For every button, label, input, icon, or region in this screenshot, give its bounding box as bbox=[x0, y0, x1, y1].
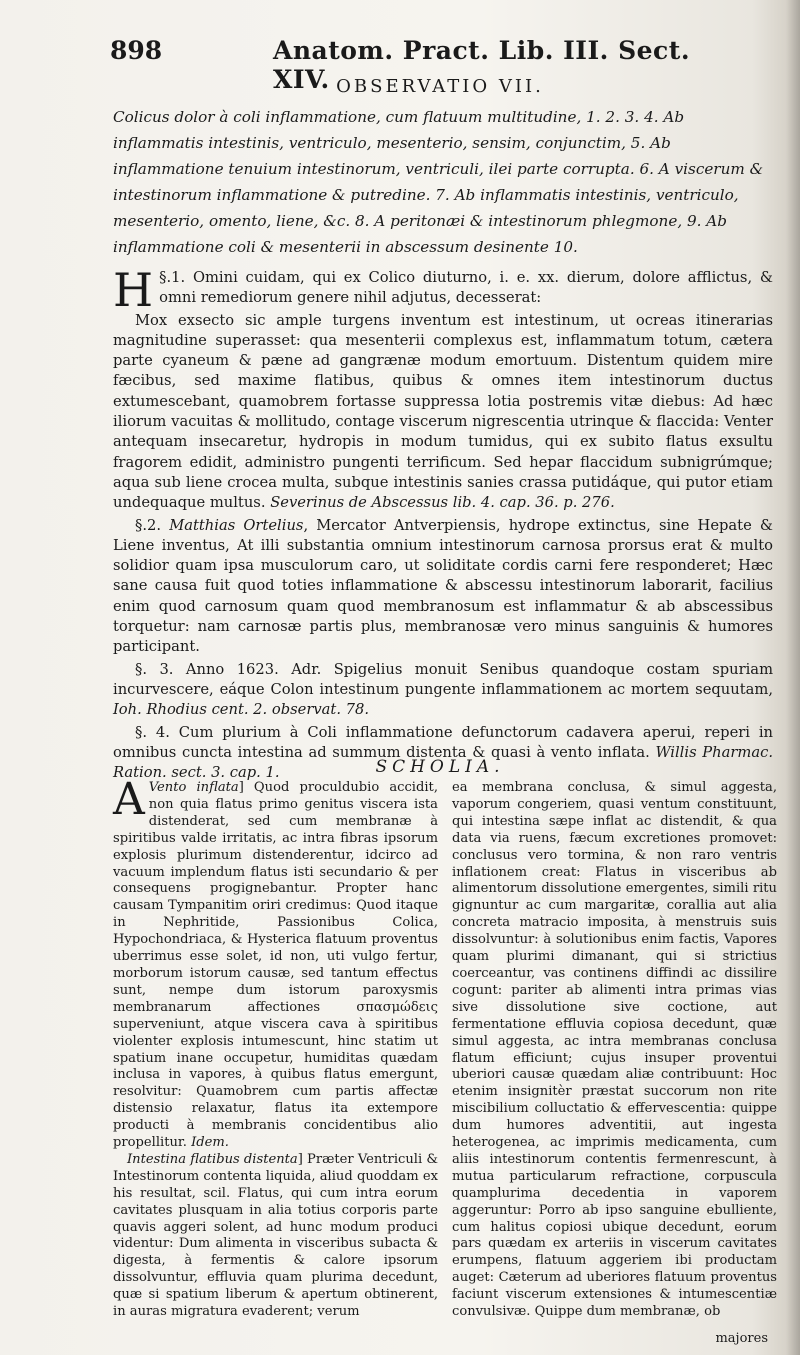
section-4-text: Cum plurium à Coli inflammatione defunctorum cadavera aperui, reperi in omnibus cuncta intestina ad summum distenta & quasi à vento inflata. bbox=[113, 723, 773, 761]
section-1-text: Omini cuidam, qui ex Colico diuturno, i. e. xx. dierum, dolore afflictus, & omni remediorum genere nihil adjutus, decesserat: bbox=[159, 269, 773, 307]
scholia-left-column bbox=[113, 774, 438, 1321]
section-2 bbox=[113, 516, 773, 658]
idem-reference: Idem. bbox=[191, 1135, 229, 1151]
drop-cap-a: A bbox=[113, 774, 145, 825]
section-3 bbox=[113, 660, 773, 721]
lemma-intestina: Intestina flatibus distenta bbox=[127, 1151, 298, 1167]
scholia-right-text: ea membrana conclusa, & simul aggesta, vaporum congeriem, quasi ventum constituunt, qui intestina sæpe inflat ac distendit, & qua data via ruens, fæcum excretiones promovet: conclusus vero tormina, & non raro ventris inflationem creat: Flatus in visceribus ab alimentorum dissolutione emergentes, simili ritu gignuntur ac cum margaritæ, corallia aut alia concreta matracio imposita, à menstruis suis dissolvuntur: à solutionibus enim factis, Vapores quam plurimi dimanant, qui si strictius coerceantur, vas continens diffindi ac dissilire cogunt: pariter ab alimenti intra primas vias sive dissolutione sive coctione, aut fermentatione effluvia copiosa decedunt, quæ simul aggesta, ac intra membranas conclusa flatum efficiunt; cujus insuper proventui uberiori causæ quædam aliæ contribuunt: Hoc etenim insignitèr præstat succorum non rite miscibilium colluctatio & effervescentia: quippe dum humores adventitii, aut ingesta heterogenea, ac imprimis medicamenta, cum aliis intestinorum contentis fermenrescunt, à mutua particularum refractione, corpuscula quamplurima decedentia in vaporem aggeruntur: Porro ab ipso sanguine ebulliente, cum halitus copiosi ubique decedunt, eorum pars quædam ex arteriis in viscerum cavitates erumpens, flatuum aggeriem ibi productam auget: Cæterum ad uberiores flatuum proventus faciunt viscerum extensiones & intumescentiæ convulsivæ. Quippe dum membranæ, ob bbox=[452, 780, 777, 1320]
section-1-body: Mox exsecto sic ample turgens inventum est intestinum, ut ocreas itinerarias magnitudine superasset: qua mesenterii complexus est, inflammatum totum, cætera parte cyaneum & pæne ad gangrænæ modum emortuum. Distentum quidem mire fæcibus, sed maxime flatibus, quibus & omnes item intestinorum ductus extumescebant, quamobrem fortasse suppressa lotia postremis vitæ diebus: Ad hæc iliorum vacuitas & mollitudo, contage viscerum nigrescentia utrinque & flaccida: Venter antequam insecaretur, hydropis in modum tumidus, qui ex subito flatus exsultu fragorem edidit, administro pungenti terrificum. Sed hepar flaccidum subnigrúmque; aqua sub liene crocea multa, subque intestinis sanies crassa putidáque, qui putor etiam undequaque multus. bbox=[113, 311, 773, 512]
observation-title: OBSERVATIO VII. bbox=[336, 76, 544, 97]
section-2-text: , Mercator Antverpiensis, hydrope extinctus, sine Hepate & Liene inventus, At illi substantia omnium intestinorum carnosa prorsus erat & multo solidior quam ipsa musculorum caro, ut soliditate cordis carni fere responderet; Hæc sane causa fuit quod toties inflammatione & abscessu intestinorum laborarit, facilius enim quod carnosum quam quod membranosum est inflammatur & ab abscessibus torquetur: nam carnosæ partis plus, membranosæ vero minus sanguinis & humores participant. bbox=[113, 516, 773, 656]
page-edge-shadow bbox=[786, 0, 800, 1355]
section-2-name: Matthias Ortelius bbox=[169, 516, 304, 534]
section-3-label: §. 3. bbox=[135, 660, 174, 678]
section-1-label: §.1. bbox=[159, 269, 186, 286]
observation-summary bbox=[113, 104, 773, 260]
section-2-label: §.2. bbox=[135, 516, 162, 534]
observation-body bbox=[113, 263, 773, 785]
section-4-reference: Willis Pharmac. Ration. sect. 3. cap. 1. bbox=[113, 743, 773, 782]
scholia-left-paragraph-1 bbox=[113, 774, 438, 1152]
scholia-left-text-1: ] Quod proculdubio accidit, non quia flatus primo genitus viscera ista distenderat, sed cum membranæ à spiritibus valde irritatis, ac intra fibras ipsorum explosis plurimum distenderentur, idcirco ad vacuum implendum flatus isti secundario & per consequens progignebantur. Propter hanc causam Tympanitim oriri credimus: Quod itaque in Nephritide, Passionibus Colica, Hypochondriaca, & Hysterica flatuum proventus uberrimus esse solet, id non, uti vulgo fertur, morborum istorum causæ, sed tantum effectus sunt, nempe dum istorum paroxysmis membranarum affectiones σπασμώδεις superveniunt, atque viscera cava à spiritibus violenter explosis intumescunt, hinc statim ut spatium inane occupetur, humiditas quædam inclusa in vapores, à quibus flatus emergunt, resolvitur: Quamobrem cum partis affectæ distensio relaxatur, flatus ita extempore producti à membranis concidentibus alio propellitur. bbox=[113, 780, 438, 1151]
catchword: majores bbox=[715, 1331, 768, 1346]
scholia-title: SCHOLIA. bbox=[375, 757, 505, 777]
section-3-text: Anno 1623. Adr. Spigelius monuit Senibus quandoque costam spuriam incurvescere, eáque Colon intestinum pungente inflammationem ac mortem sequutam, bbox=[113, 660, 773, 698]
section-1 bbox=[113, 263, 773, 317]
section-1-paragraph-2 bbox=[113, 311, 773, 514]
scholia-right-column bbox=[452, 780, 777, 1321]
scholia-left-paragraph-2 bbox=[113, 1152, 438, 1321]
section-3-reference: Ioh. Rhodius cent. 2. observat. 78. bbox=[113, 701, 370, 719]
scholia-left-text-2: ] Præter Ventriculi & Intestinorum contenta liquida, aliud quoddam ex his resultat, scil. Flatus, qui cum intra eorum cavitates plusquam in alia totius corporis parte quavis aggeri solent, ad hunc modum produci videntur: Dum alimenta in visceribus subacta & digesta, à fermentis & calore ipsorum dissolvuntur, effluvia quam plurima decedunt, quæ si spatium liberum & apertum obtinerent, in auras migratura evaderent; verum bbox=[113, 1151, 438, 1320]
summary-text: Colicus dolor à coli inflammatione, cum flatuum multitudine, 1. 2. 3. 4. Ab inflammatis intestinis, ventriculo, mesenterio, sensim, conjunctim, 5. Ab inflammatione tenuium intestinorum, ventriculi, ilei parte corrupta. 6. A viscerum & intestinorum inflammatione & putredine. 7. Ab inflammatis intestinis, ventriculo, mesenterio, omento, liene, &c. 8. A peritonæi & intestinorum phlegmone, 9. Ab inflammatione coli & mesenterii in abscessum desinente 10. bbox=[113, 108, 764, 256]
drop-cap-h: H bbox=[113, 263, 154, 317]
page-number: 898 bbox=[110, 36, 163, 65]
section-4-label: §. 4. bbox=[135, 723, 170, 741]
lemma-vento-inflata: Vento inflata bbox=[148, 780, 239, 795]
running-head: Anatom. Pract. Lib. III. Sect. XIV. bbox=[272, 36, 691, 94]
section-1-reference: Severinus de Abscessus lib. 4. cap. 36. p. 276. bbox=[270, 494, 615, 512]
